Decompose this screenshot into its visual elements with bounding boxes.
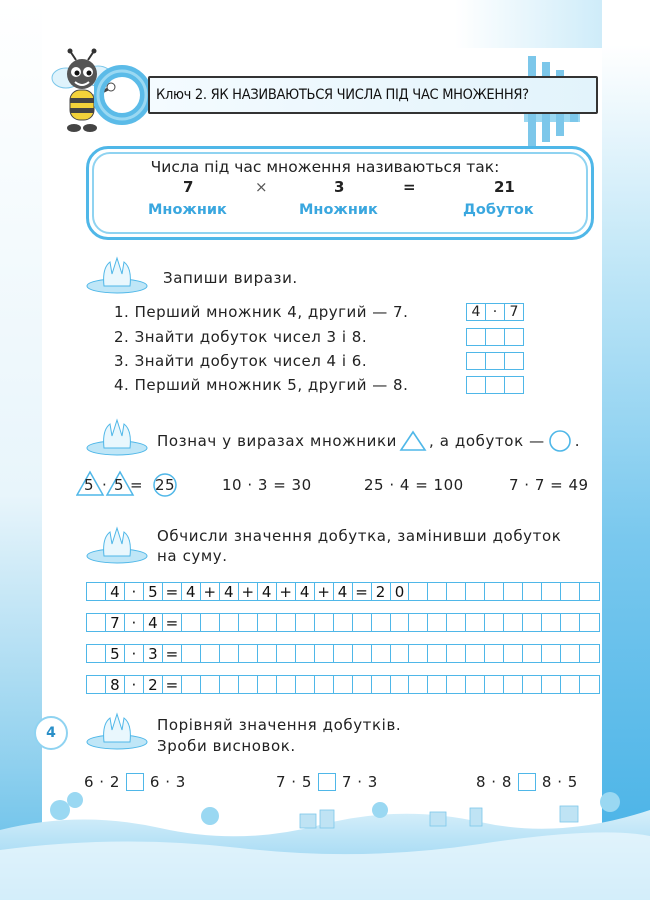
comparison-right: 6 · 3 <box>149 773 186 791</box>
grid-cell[interactable]: 3 <box>144 645 163 662</box>
grid-cell[interactable] <box>409 583 428 600</box>
grid-cell[interactable] <box>220 614 239 631</box>
task3-instruction-line1: Обчисли значення добутка, замінивши добуток <box>157 527 562 545</box>
example-dot: · <box>102 476 108 494</box>
task1-answer-grid[interactable] <box>466 328 524 346</box>
grid-cell[interactable] <box>372 614 391 631</box>
triangle-icon <box>399 430 427 452</box>
grid-cell[interactable]: 5 <box>144 583 163 600</box>
key-ring-icon <box>94 60 154 130</box>
grid-cell[interactable]: = <box>163 645 182 662</box>
grid-cell[interactable] <box>201 614 220 631</box>
key-header <box>148 76 598 114</box>
grid-cell[interactable] <box>182 614 201 631</box>
grid-cell[interactable]: · <box>125 676 144 693</box>
grid-cell[interactable]: 4 <box>182 583 201 600</box>
grid-cell[interactable] <box>561 676 580 693</box>
grid-cell[interactable] <box>372 645 391 662</box>
answer-cell[interactable]: · <box>486 304 505 320</box>
grid-cell[interactable] <box>315 676 334 693</box>
expression: 10 · 3 = 30 <box>222 476 312 494</box>
grid-cell[interactable] <box>220 645 239 662</box>
key-header-title: Ключ 2. ЯК НАЗИВАЮТЬСЯ ЧИСЛА ПІД ЧАС МНОЖЕННЯ? <box>156 87 529 103</box>
grid-cell[interactable] <box>353 676 372 693</box>
grid-cell[interactable] <box>523 614 542 631</box>
product-value: 21 <box>494 178 515 196</box>
grid-cell[interactable]: 0 <box>391 583 410 600</box>
grid-cell[interactable]: · <box>125 583 144 600</box>
task1-answer-grid[interactable] <box>466 376 524 394</box>
comparison-right: 7 · 3 <box>341 773 378 791</box>
answer-cell[interactable] <box>505 377 523 393</box>
product-label: Добуток <box>463 202 534 218</box>
grid-cell[interactable]: 4 <box>296 583 315 600</box>
flower-icon <box>84 526 150 564</box>
right-decor-band <box>602 0 650 900</box>
answer-cell[interactable] <box>486 329 505 345</box>
task2-instruction-a: Познач у виразах множники <box>157 432 397 450</box>
factor2-value: 3 <box>334 178 345 196</box>
grid-cell[interactable] <box>542 676 561 693</box>
task4-instruction-line2: Зроби висновок. <box>157 737 296 755</box>
grid-cell[interactable]: 7 <box>106 614 125 631</box>
task1-answer-grid[interactable] <box>466 303 524 321</box>
grid-cell[interactable] <box>409 676 428 693</box>
grid-cell[interactable] <box>523 645 542 662</box>
expression: 7 · 7 = 49 <box>509 476 589 494</box>
grid-cell[interactable] <box>542 614 561 631</box>
comparison-left: 6 · 2 <box>84 773 120 791</box>
grid-cell[interactable]: = <box>353 583 372 600</box>
grid-cell[interactable] <box>542 583 561 600</box>
task1-item: 3. Знайти добуток чисел 4 і 6. <box>114 352 368 370</box>
grid-cell[interactable]: 4 <box>334 583 353 600</box>
grid-cell[interactable] <box>391 614 410 631</box>
grid-cell[interactable] <box>87 645 106 662</box>
grid-cell[interactable] <box>409 614 428 631</box>
calc-grid-row[interactable] <box>86 582 600 601</box>
factor2-label: Множник <box>299 202 378 218</box>
grid-cell[interactable] <box>391 645 410 662</box>
grid-cell[interactable] <box>409 645 428 662</box>
flower-icon <box>84 712 150 750</box>
grid-cell[interactable] <box>466 614 485 631</box>
grid-cell[interactable] <box>201 645 220 662</box>
grid-cell[interactable] <box>296 676 315 693</box>
grid-cell[interactable] <box>315 645 334 662</box>
grid-cell[interactable] <box>428 583 447 600</box>
circle-icon <box>547 429 573 453</box>
grid-cell[interactable] <box>466 676 485 693</box>
grid-cell[interactable]: 4 <box>106 583 125 600</box>
grid-cell[interactable]: 2 <box>144 676 163 693</box>
comparison-left: 7 · 5 <box>276 773 312 791</box>
grid-cell[interactable] <box>504 583 523 600</box>
grid-cell[interactable] <box>485 645 504 662</box>
grid-cell[interactable] <box>580 645 599 662</box>
task2-instruction <box>157 429 580 453</box>
equals-sign: = <box>403 178 416 196</box>
grid-cell[interactable] <box>447 583 466 600</box>
task2-instruction-c: . <box>574 432 581 450</box>
grid-cell[interactable] <box>87 583 106 600</box>
grid-cell[interactable] <box>353 645 372 662</box>
grid-cell[interactable] <box>87 614 106 631</box>
grid-cell[interactable] <box>485 614 504 631</box>
grid-cell[interactable] <box>542 645 561 662</box>
grid-cell[interactable] <box>523 676 542 693</box>
answer-cell[interactable] <box>467 377 486 393</box>
grid-cell[interactable] <box>277 676 296 693</box>
left-decor-band <box>0 0 42 900</box>
grid-cell[interactable] <box>561 614 580 631</box>
grid-cell[interactable] <box>504 614 523 631</box>
example-factor-b: 5 <box>114 476 125 494</box>
grid-cell[interactable] <box>220 676 239 693</box>
flower-icon <box>84 418 150 456</box>
grid-cell[interactable]: = <box>163 583 182 600</box>
grid-cell[interactable] <box>561 645 580 662</box>
grid-cell[interactable] <box>315 614 334 631</box>
comparison-left: 8 · 8 <box>476 773 512 791</box>
top-decor-band <box>0 0 650 48</box>
example-result: 25 <box>155 476 176 494</box>
grid-cell[interactable] <box>428 676 447 693</box>
task2-instruction-b: , а добуток — <box>429 432 545 450</box>
grid-cell[interactable]: · <box>125 645 144 662</box>
grid-cell[interactable]: + <box>201 583 220 600</box>
grid-cell[interactable] <box>296 645 315 662</box>
definition-title: Числа під час множення називаються так: <box>150 158 500 176</box>
grid-cell[interactable] <box>334 676 353 693</box>
grid-cell[interactable] <box>258 645 277 662</box>
landscape-illustration <box>0 770 650 900</box>
grid-cell[interactable] <box>277 614 296 631</box>
grid-cell[interactable] <box>372 676 391 693</box>
grid-cell[interactable] <box>296 614 315 631</box>
answer-cell[interactable] <box>486 353 505 369</box>
grid-cell[interactable] <box>391 676 410 693</box>
example-equals: = <box>130 476 144 494</box>
task4-instruction-line1: Порівняй значення добутків. <box>157 716 402 734</box>
task1-item: 1. Перший множник 4, другий — 7. <box>114 303 409 321</box>
grid-cell[interactable]: 2 <box>372 583 391 600</box>
grid-cell[interactable] <box>87 676 106 693</box>
calc-grid-row[interactable] <box>86 613 600 632</box>
grid-cell[interactable]: 5 <box>106 645 125 662</box>
task1-answer-grid[interactable] <box>466 352 524 370</box>
grid-cell[interactable] <box>580 614 599 631</box>
answer-cell[interactable] <box>505 329 523 345</box>
grid-cell[interactable] <box>447 614 466 631</box>
answer-cell[interactable] <box>505 353 523 369</box>
grid-cell[interactable]: = <box>163 676 182 693</box>
calc-grid-row[interactable] <box>86 675 600 694</box>
grid-cell[interactable] <box>485 583 504 600</box>
grid-cell[interactable] <box>334 614 353 631</box>
grid-cell[interactable] <box>466 583 485 600</box>
flower-icon <box>84 256 150 294</box>
answer-cell[interactable]: 7 <box>509 304 519 320</box>
page-number: 4 <box>34 716 68 750</box>
example-factor-a: 5 <box>84 476 95 494</box>
grid-cell[interactable]: 4 <box>220 583 239 600</box>
grid-cell[interactable] <box>447 645 466 662</box>
grid-cell[interactable]: + <box>315 583 334 600</box>
grid-cell[interactable] <box>561 583 580 600</box>
factor1-value: 7 <box>183 178 194 196</box>
grid-cell[interactable] <box>447 676 466 693</box>
task1-instruction: Запиши вирази. <box>163 269 298 287</box>
grid-cell[interactable] <box>258 614 277 631</box>
grid-cell[interactable] <box>580 583 599 600</box>
grid-cell[interactable] <box>182 645 201 662</box>
task1-item: 4. Перший множник 5, другий — 8. <box>114 376 409 394</box>
task1-item: 2. Знайти добуток чисел 3 і 8. <box>114 328 368 346</box>
grid-cell[interactable]: = <box>163 614 182 631</box>
grid-cell[interactable] <box>239 645 258 662</box>
grid-cell[interactable]: 4 <box>258 583 277 600</box>
grid-cell[interactable] <box>334 645 353 662</box>
answer-cell[interactable] <box>486 377 505 393</box>
answer-cell[interactable] <box>467 329 486 345</box>
grid-cell[interactable] <box>428 645 447 662</box>
grid-cell[interactable] <box>201 676 220 693</box>
grid-cell[interactable]: 4 <box>144 614 163 631</box>
grid-cell[interactable] <box>277 645 296 662</box>
grid-cell[interactable] <box>580 676 599 693</box>
factor1-label: Множник <box>148 202 227 218</box>
grid-cell[interactable] <box>239 614 258 631</box>
grid-cell[interactable]: · <box>125 614 144 631</box>
grid-cell[interactable] <box>523 583 542 600</box>
grid-cell[interactable] <box>182 676 201 693</box>
grid-cell[interactable]: + <box>277 583 296 600</box>
grid-cell[interactable] <box>428 614 447 631</box>
times-sign: × <box>255 178 268 196</box>
grid-cell[interactable] <box>258 676 277 693</box>
answer-cell[interactable]: 4 <box>467 304 486 320</box>
grid-cell[interactable]: 8 <box>106 676 125 693</box>
expression: 25 · 4 = 100 <box>364 476 464 494</box>
grid-cell[interactable] <box>485 676 504 693</box>
grid-cell[interactable] <box>504 645 523 662</box>
calc-grid-row[interactable] <box>86 644 600 663</box>
grid-cell[interactable] <box>466 645 485 662</box>
comparison-right: 8 · 5 <box>541 773 578 791</box>
grid-cell[interactable] <box>353 614 372 631</box>
grid-cell[interactable] <box>504 676 523 693</box>
answer-cell[interactable] <box>467 353 486 369</box>
grid-cell[interactable]: + <box>239 583 258 600</box>
task3-instruction-line2: на суму. <box>157 547 228 565</box>
grid-cell[interactable] <box>239 676 258 693</box>
